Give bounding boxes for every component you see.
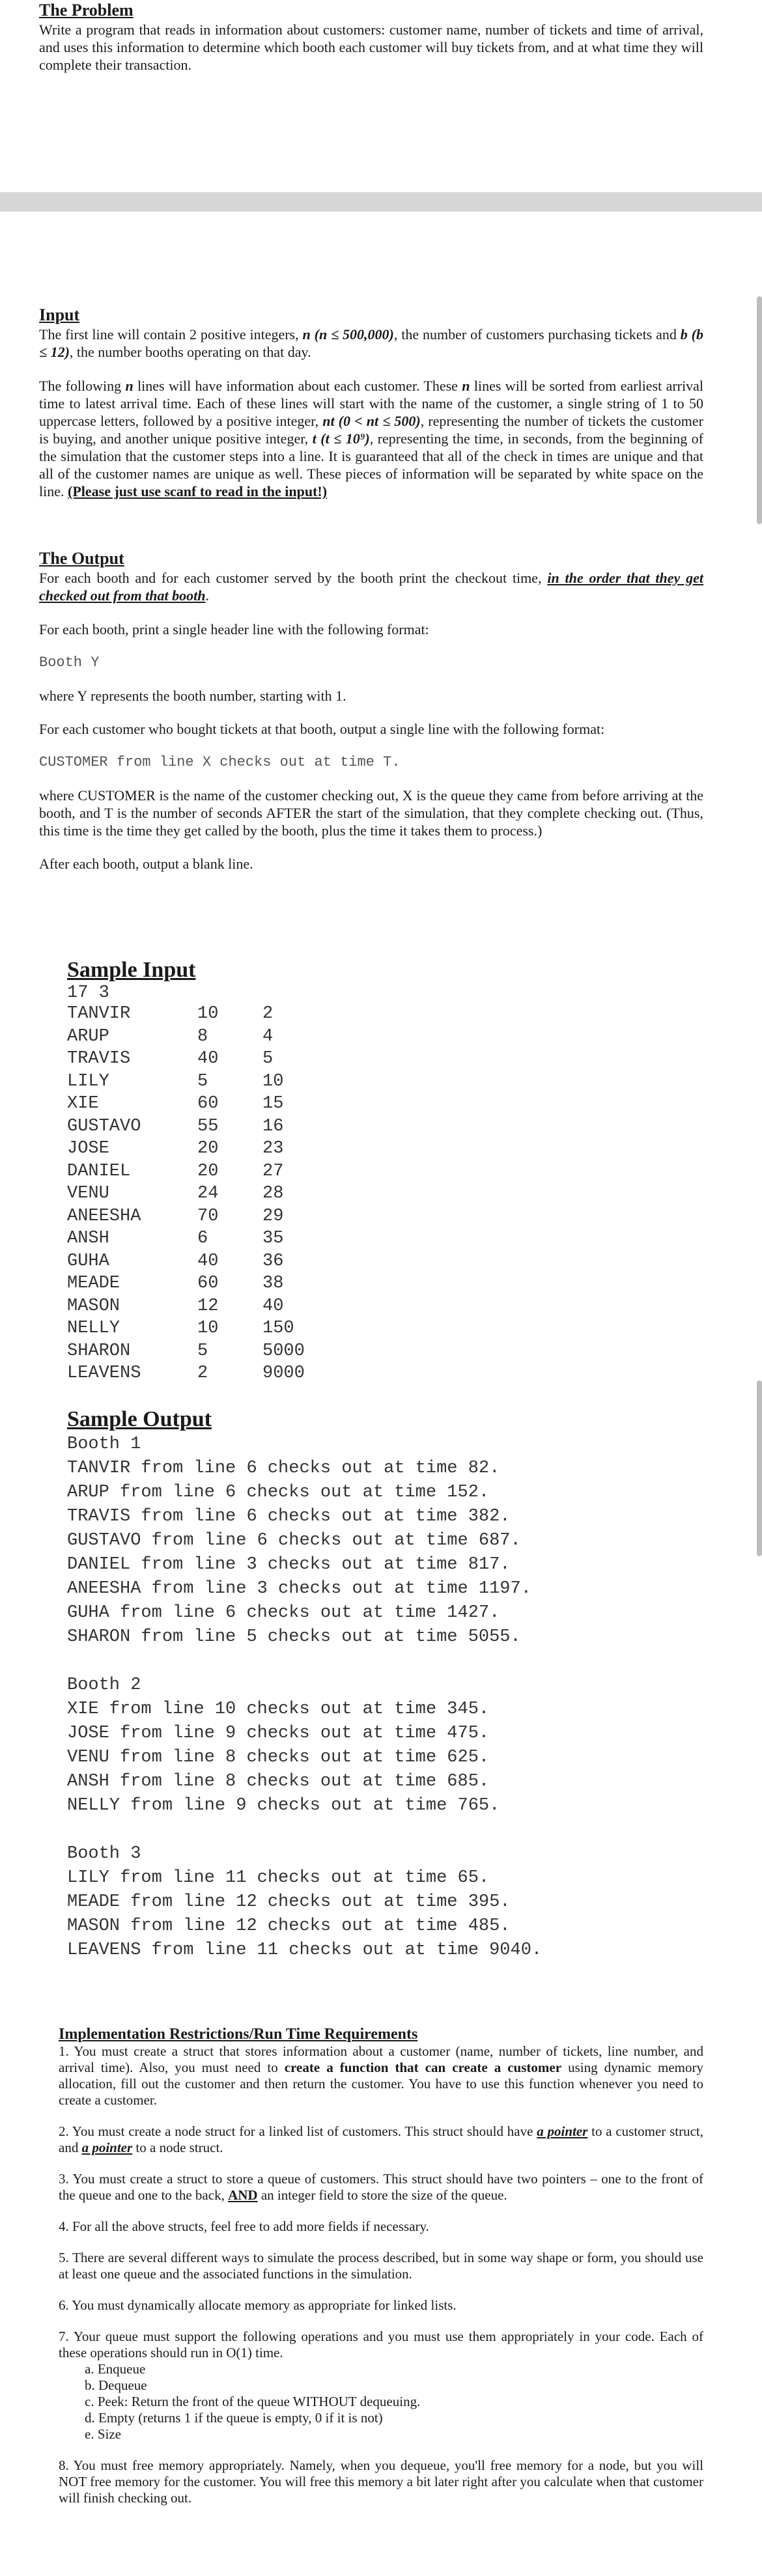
sample-input-row <box>67 1003 341 1026</box>
input-paragraph-2: The following n lines will have information about each customer. These n lines will be sorted from earliest arrival time to latest arrival time. Each of these lines will start with the name of the customer, a single string of 1 to 50 uppercase letters, followed by a positive integer, nt (0 < nt ≤ 500), representing the number of tickets the customer is buying, and another unique positive integer, t (t ≤ 10⁹), representing the time, in seconds, from the beginning of the simulation that the customer steps into a line. It is guaranteed that all of the check in times are unique and that all of the customer names are unique as well. These pieces of information will be separated by white space on the line. (Please just use scanf to read in the input!) <box>39 378 704 499</box>
checkout-line: NELLY from line 9 checks out at time 765. <box>67 1796 500 1815</box>
customer-name-cell: VENU <box>67 1184 109 1203</box>
customer-name-cell: TRAVIS <box>67 1049 131 1069</box>
tickets-cell: 55 <box>197 1116 219 1136</box>
queue-operation-item: e. Size <box>85 2426 121 2442</box>
sample-input-row <box>67 1295 341 1318</box>
output-paragraph-5: where CUSTOMER is the name of the customer checking out, X is the queue they came from before arriving at the booth, and T is the number of seconds AFTER the start of the simulation, that they complete checking out. (Thus, this time is the time they get called by the booth, plus the time it takes them to process.) <box>39 787 703 839</box>
queue-operation-item: c. Peek: Return the front of the queue WITHOUT dequeuing. <box>85 2394 421 2409</box>
problem-section <box>39 0 703 74</box>
rule-8: 8. You must free memory appropriately. Namely, when you dequeue, you'll free memory for a node, but you will NOT free memory for the customer. You will free this memory a bit later right after you calculate when that customer will finish checking out. <box>59 2457 703 2506</box>
sample-input-row <box>67 1115 341 1138</box>
tickets-cell: 20 <box>197 1139 219 1158</box>
output-paragraph-2: For each booth, print a single header line with the following format: <box>39 621 429 637</box>
checkout-line: MASON from line 12 checks out at time 485. <box>67 1916 511 1936</box>
booth-header-line: Booth 1 <box>67 1435 141 1454</box>
sample-output-section <box>67 1407 686 1963</box>
rule-6: 6. You must dynamically allocate memory as appropriate for linked lists. <box>59 2297 457 2313</box>
input-paragraph-1: The first line will contain 2 positive integers, n (n ≤ 500,000), the number of customers purchasing tickets and b (b ≤ 12), the number booths operating on that day. <box>39 326 703 360</box>
tickets-cell: 5 <box>197 1341 208 1361</box>
customer-name-cell: ARUP <box>67 1026 109 1046</box>
sample-input-row <box>67 1205 341 1228</box>
checkout-line: JOSE from line 9 checks out at time 475. <box>67 1724 490 1743</box>
booth-format-line: Booth Y <box>39 654 100 671</box>
customer-name-cell: MASON <box>67 1296 120 1316</box>
checkout-line: ANEESHA from line 3 checks out at time 1197. <box>67 1579 531 1599</box>
checkout-line: GUHA from line 6 checks out at time 1427. <box>67 1603 500 1623</box>
tickets-cell: 40 <box>197 1251 219 1271</box>
problem-text: Write a program that reads in information about customers: customer name, number of tickets and time of arrival, and uses this information to determine which booth each customer will buy tickets from, and at what time they will complete their transaction. <box>39 21 703 73</box>
booth-header-line: Booth 3 <box>67 1844 141 1864</box>
sample-input-row <box>67 1317 341 1340</box>
sample-input-title: Sample Input <box>67 958 196 982</box>
checkout-line: LEAVENS from line 11 checks out at time 9040. <box>67 1940 543 1960</box>
sample-input-row <box>67 1026 341 1048</box>
checkout-line: DANIEL from line 3 checks out at time 817. <box>67 1555 511 1575</box>
sample-input-row <box>67 1048 341 1071</box>
checkout-line: ANSH from line 8 checks out at time 685. <box>67 1772 490 1791</box>
implementation-section <box>59 2025 703 2506</box>
arrival-time-cell: 38 <box>262 1274 284 1293</box>
sample-input-row <box>67 1362 341 1385</box>
booth-header-line: Booth 2 <box>67 1675 141 1695</box>
customer-name-cell: ANSH <box>67 1229 109 1248</box>
customer-name-cell: GUSTAVO <box>67 1116 141 1136</box>
sample-input-section <box>67 957 458 1385</box>
arrival-time-cell: 23 <box>262 1139 284 1158</box>
sample-input-row <box>67 1272 341 1295</box>
arrival-time-cell: 5000 <box>262 1341 305 1361</box>
scrollbar-thumb-1[interactable] <box>757 296 762 524</box>
sample-input-row <box>67 1227 341 1250</box>
sample-input-row <box>67 1093 341 1115</box>
checkout-line: SHARON from line 5 checks out at time 5055. <box>67 1627 521 1647</box>
checkout-line: VENU from line 8 checks out at time 625. <box>67 1748 490 1767</box>
sample-input-row <box>67 1183 341 1205</box>
output-paragraph-6: After each booth, output a blank line. <box>39 856 253 872</box>
tickets-cell: 5 <box>197 1071 208 1091</box>
arrival-time-cell: 27 <box>262 1161 284 1181</box>
tickets-cell: 20 <box>197 1161 219 1181</box>
checkout-line: LILY from line 11 checks out at time 65. <box>67 1868 490 1888</box>
customer-name-cell: SHARON <box>67 1341 131 1361</box>
customer-name-cell: LILY <box>67 1071 109 1091</box>
checkout-line: GUSTAVO from line 6 checks out at time 687. <box>67 1531 521 1550</box>
scrollbar-thumb-2[interactable] <box>757 1380 762 1556</box>
sample-input-row <box>67 1250 341 1273</box>
customer-name-cell: NELLY <box>67 1319 120 1338</box>
arrival-time-cell: 15 <box>262 1094 284 1113</box>
arrival-time-cell: 150 <box>262 1319 294 1338</box>
customer-name-cell: ANEESHA <box>67 1206 141 1226</box>
arrival-time-cell: 36 <box>262 1251 284 1271</box>
arrival-time-cell: 5 <box>262 1049 274 1069</box>
tickets-cell: 8 <box>197 1026 208 1046</box>
output-heading: The Output <box>39 549 124 568</box>
output-section <box>39 548 703 873</box>
arrival-time-cell: 29 <box>262 1206 284 1226</box>
sample-input-first-line: 17 3 <box>67 983 109 1003</box>
queue-operation-item: a. Enqueue <box>85 2361 146 2377</box>
booth-output-block <box>67 1673 686 1818</box>
arrival-time-cell: 10 <box>262 1071 284 1091</box>
tickets-cell: 12 <box>197 1296 219 1316</box>
sample-input-row <box>67 1071 341 1093</box>
tickets-cell: 70 <box>197 1206 219 1226</box>
customer-name-cell: DANIEL <box>67 1161 131 1181</box>
customer-name-cell: TANVIR <box>67 1004 131 1024</box>
sample-output-title: Sample Output <box>67 1407 212 1431</box>
queue-operation-item: b. Dequeue <box>85 2377 147 2393</box>
customer-name-cell: XIE <box>67 1094 99 1113</box>
checkout-line: XIE from line 10 checks out at time 345. <box>67 1700 490 1719</box>
tickets-cell: 10 <box>197 1319 219 1338</box>
customer-name-cell: GUHA <box>67 1251 109 1271</box>
tickets-cell: 24 <box>197 1184 219 1203</box>
rule-1: 1. You must create a struct that stores information about a customer (name, number of tickets, line number, and arrival time). Also, you must need to create a function that can create a customer using dynamic memory allocation, fill out the customer and then return the customer. You have to use this function whenever you need to create a customer. <box>59 2043 703 2108</box>
sample-input-row <box>67 1340 341 1363</box>
arrival-time-cell: 28 <box>262 1184 284 1203</box>
tickets-cell: 10 <box>197 1004 219 1024</box>
customer-format-line: CUSTOMER from line X checks out at time T. <box>39 754 401 770</box>
arrival-time-cell: 35 <box>262 1229 284 1248</box>
rule-2: 2. You must create a node struct for a linked list of customers. This struct should have a pointer to a customer struct, and a pointer to a node struct. <box>59 2123 703 2155</box>
arrival-time-cell: 16 <box>262 1116 284 1136</box>
page-divider <box>0 192 762 212</box>
tickets-cell: 6 <box>197 1229 208 1248</box>
input-section <box>39 305 703 500</box>
arrival-time-cell: 4 <box>262 1026 274 1046</box>
customer-name-cell: JOSE <box>67 1139 109 1158</box>
output-paragraph-1: For each booth and for each customer served by the booth print the checkout time, in the order that they get checked out from that booth. <box>39 570 704 604</box>
tickets-cell: 2 <box>197 1364 208 1383</box>
sample-output-booths <box>67 1433 686 1963</box>
checkout-line: TANVIR from line 6 checks out at time 82. <box>67 1459 500 1478</box>
queue-operation-item: d. Empty (returns 1 if the queue is empty, 0 if it is not) <box>85 2410 383 2426</box>
output-paragraph-4: For each customer who bought tickets at that booth, output a single line with the following format: <box>39 721 605 737</box>
sample-input-table <box>67 1003 341 1385</box>
implementation-heading: Implementation Restrictions/Run Time Requirements <box>59 2026 418 2043</box>
customer-name-cell: LEAVENS <box>67 1364 141 1383</box>
arrival-time-cell: 2 <box>262 1004 274 1024</box>
arrival-time-cell: 9000 <box>262 1364 305 1383</box>
tickets-cell: 40 <box>197 1049 219 1069</box>
output-paragraph-3: where Y represents the booth number, starting with 1. <box>39 688 346 704</box>
sample-input-row <box>67 1138 341 1160</box>
booth-output-block <box>67 1433 686 1649</box>
rule-7: 7. Your queue must support the following operations and you must use them appropriately in your code. Each of these operations should run in O(1) time. <box>59 2329 703 2360</box>
customer-name-cell: MEADE <box>67 1274 120 1293</box>
rule-5: 5. There are several different ways to simulate the process described, but in some way shape or form, you should use at least one queue and the associated functions in the simulation. <box>59 2250 703 2282</box>
checkout-line: TRAVIS from line 6 checks out at time 382. <box>67 1507 511 1526</box>
input-heading: Input <box>39 305 80 324</box>
queue-operations-list <box>59 2361 703 2443</box>
rule-3: 3. You must create a struct to store a queue of customers. This struct should have two pointers – one to the front of the queue and one to the back, AND an integer field to store the size of the queue. <box>59 2171 703 2203</box>
checkout-line: MEADE from line 12 checks out at time 395. <box>67 1892 511 1912</box>
checkout-line: ARUP from line 6 checks out at time 152. <box>67 1483 490 1502</box>
sample-input-row <box>67 1160 341 1183</box>
problem-heading: The Problem <box>39 1 134 20</box>
tickets-cell: 60 <box>197 1094 219 1113</box>
rule-4: 4. For all the above structs, feel free to add more fields if necessary. <box>59 2219 429 2234</box>
booth-output-block <box>67 1842 686 1963</box>
arrival-time-cell: 40 <box>262 1296 284 1316</box>
tickets-cell: 60 <box>197 1274 219 1293</box>
